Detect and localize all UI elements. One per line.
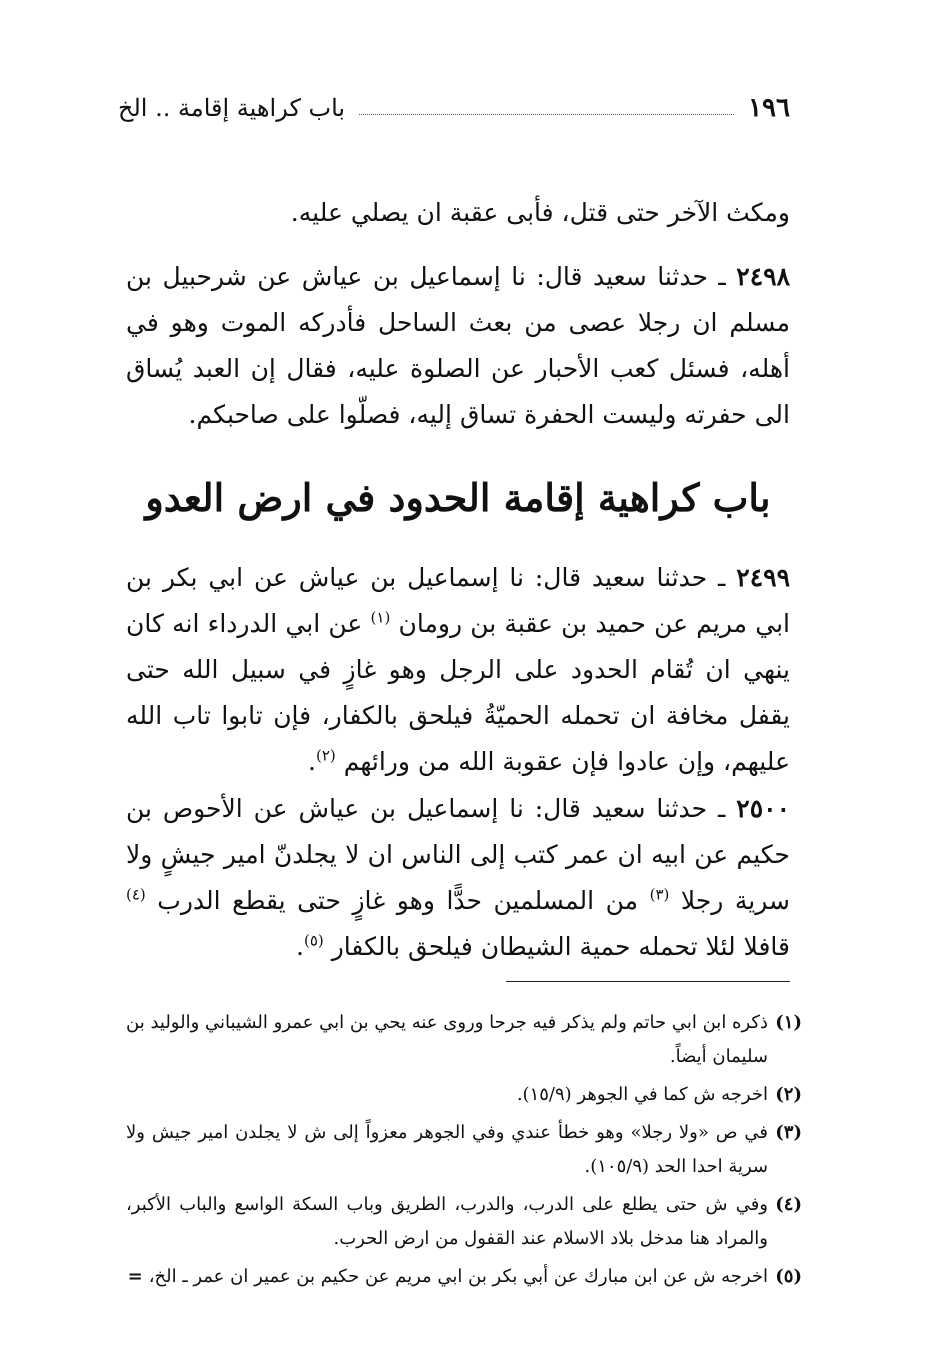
hadith-text: من المسلمين حدًّا وهو غازٍ حتى يقطع الدرب	[145, 886, 650, 915]
continuation-text: ومكث الآخر حتى قتل، فأبى عقبة ان يصلي عليه.	[290, 198, 790, 227]
hadith-text: ـ حدثنا سعيد قال: نا إسماعيل بن عياش عن ابي بكر بن ابي مريم عن حميد بن عقبة بن رومان	[126, 563, 791, 638]
footnotes	[126, 1006, 802, 1298]
footnote-text: وفي ش حتى يطلع على الدرب، والدرب، الطريق وباب السكة الواسع والباب الأكبر، والمراد هنا مدخل بلاد الاسلام عند القفول من ارض الحرب.	[126, 1194, 768, 1249]
footnote	[126, 1116, 802, 1184]
hadith-number: ٢٥٠٠	[736, 794, 790, 823]
hadith-text: .	[308, 747, 316, 776]
footnote-ref[interactable]: (١)	[370, 608, 391, 627]
hadith-text: ـ حدثنا سعيد قال: نا إسماعيل بن عياش عن الأحوص بن حكيم عن ابيه ان عمر كتب إلى الناس ان لا يجلدنّ امير جيشٍ ولا سرية رجلا	[126, 794, 790, 915]
footnote-number: (٢)	[775, 1084, 802, 1105]
footnote-number: (١)	[775, 1012, 802, 1033]
running-title: باب كراهية إقامة .. الخ	[118, 94, 346, 122]
header-dotted-rule	[359, 114, 734, 115]
footnote	[126, 1078, 802, 1112]
footnote	[126, 1006, 802, 1074]
hadith-2499-paragraph	[126, 555, 790, 785]
footnote-separator	[506, 981, 790, 982]
hadith-number: ٢٤٩٨	[736, 262, 790, 291]
hadith-text: عن ابي الدرداء انه كان ينهي ان تُقام الحدود على الرجل وهو غازٍ في سبيل الله حتى يقفل مخافة ان تحمله الحميّةُ فيلحق بالكفار، فإن تابوا تاب الله عليهم، وإن عادوا فإن عقوبة الله من ورائهم	[126, 609, 790, 776]
page-number: ١٩٦	[748, 93, 790, 123]
footnote-number: (٥)	[775, 1266, 802, 1287]
continuation-mark: =	[127, 1266, 143, 1287]
running-header	[118, 88, 790, 128]
footnote-ref[interactable]: (٤)	[126, 885, 146, 904]
footnote-text: في ص «ولا رجلا» وهو خطأ عندي وفي الجوهر معزواً إلى ش لا يجلدن امير جيش ولا سرية احدا الحد (١٠٥/٩).	[126, 1122, 768, 1177]
continuation-paragraph	[126, 190, 790, 236]
footnote-text	[126, 1260, 768, 1294]
footnote-text: ذكره ابن ابي حاتم ولم يذكر فيه جرحا وروى عنه يحي بن ابي عمرو الشيباني والوليد بن سليمان أيضاً.	[126, 1012, 768, 1067]
footnote	[126, 1260, 802, 1294]
hadith-text: قافلا لئلا تحمله حمية الشيطان فيلحق بالكفار	[323, 932, 790, 961]
footnote-ref[interactable]: (٣)	[649, 885, 670, 904]
hadith-number: ٢٤٩٩	[736, 563, 790, 592]
footnote-ref[interactable]: (٥)	[304, 931, 324, 950]
hadith-2500-paragraph	[126, 786, 790, 970]
hadith-text: ـ حدثنا سعيد قال: نا إسماعيل بن عياش عن شرحبيل بن مسلم ان رجلا عصى من بعث الساحل فأدركه الموت وهو في أهله، فسئل كعب الأحبار عن الصلوة عليه، فقال إن العبد يُساق الى حفرته وليست الحفرة تساق إليه، فصلّوا على صاحبكم.	[126, 262, 790, 429]
footnote-number: (٤)	[775, 1194, 802, 1215]
footnote	[126, 1188, 802, 1256]
hadith-2498-paragraph	[126, 254, 790, 438]
footnote-number: (٣)	[775, 1122, 802, 1143]
footnote-ref[interactable]: (٢)	[315, 746, 336, 765]
footnote-text-body: اخرجه ش عن ابن مبارك عن أبي بكر بن ابي مريم عن حكيم بن عمير ان عمر ـ الخ،	[148, 1266, 768, 1287]
chapter-heading: باب كراهية إقامة الحدود في ارض العدو	[145, 475, 771, 520]
footnote-text: اخرجه ش كما في الجوهر (١٥/٩).	[516, 1084, 768, 1105]
hadith-text: .	[296, 932, 304, 961]
